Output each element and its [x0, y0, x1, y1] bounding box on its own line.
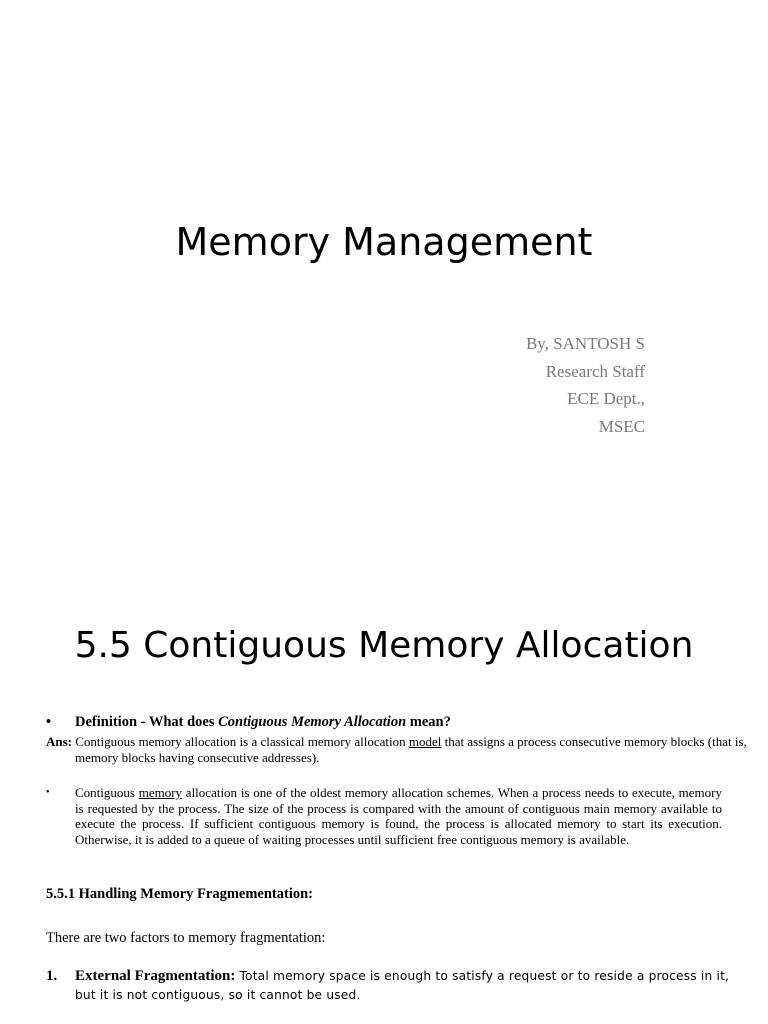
subsection-heading: 5.5.1 Handling Memory Fragmementation:	[46, 886, 314, 902]
bullet-icon: •	[46, 787, 50, 798]
memory-link[interactable]: memory	[138, 785, 183, 800]
answer-text-after: that assigns a process consecutive memory blocks (that is, memory blocks having consecutive addresses).	[75, 734, 747, 765]
paragraph-text-before: Contiguous	[75, 785, 139, 800]
bullet-icon: •	[46, 714, 52, 730]
section-title: 5.5 Contiguous Memory Allocation	[74, 625, 694, 666]
list-item-label: External Fragmentation:	[75, 968, 236, 984]
definition-prefix: Definition - What does	[75, 714, 219, 730]
byline-role: Research Staff	[545, 361, 645, 381]
answer-text-before: Contiguous memory allocation is a classical memory allocation	[72, 734, 409, 749]
description-paragraph	[46, 785, 722, 847]
list-item-text: Total memory space is enough to satisfy a request or to reside a process in it, but it is not contiguous, so it cannot be used.	[75, 969, 730, 1002]
byline-department: ECE Dept.,	[567, 389, 645, 408]
paragraph-text-after: allocation is one of the oldest memory allocation schemes. When a process needs to execute, memory is requested by the process. The size of the process is compared with the amount of contiguous main memory available to execute the process. If sufficient contiguous memory is found, the process is allocated memory to start its execution. Otherwise, it is added to a queue of waiting processes until sufficient free contiguous memory is available.	[75, 785, 722, 847]
model-link[interactable]: model	[408, 734, 442, 749]
slide-title: Memory Management	[175, 220, 593, 264]
answer-paragraph	[46, 734, 753, 765]
list-item	[46, 967, 730, 1005]
definition-suffix: mean?	[406, 714, 451, 730]
intro-text: There are two factors to memory fragmentation:	[46, 930, 326, 946]
definition-question	[46, 713, 736, 731]
list-number: 1.	[46, 968, 58, 984]
byline-author: By, SANTOSH S	[525, 334, 645, 353]
definition-term: Contiguous Memory Allocation	[218, 714, 407, 730]
author-byline	[526, 330, 645, 440]
byline-institution: MSEC	[598, 416, 645, 436]
answer-label: Ans:	[46, 734, 73, 749]
